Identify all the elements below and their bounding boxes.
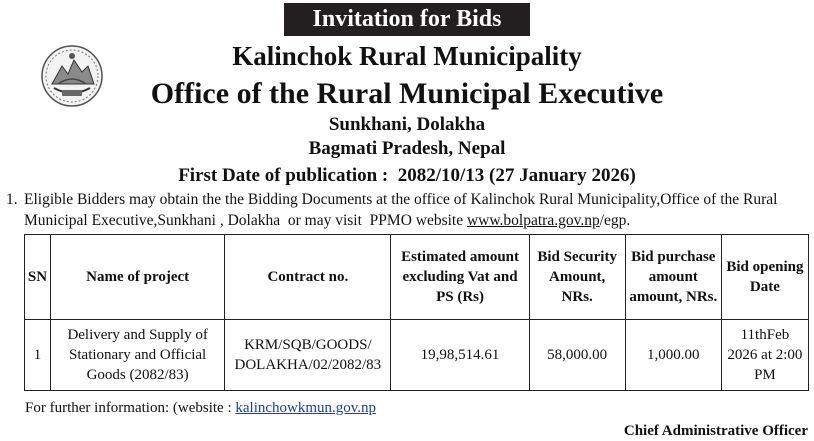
cell-opening: 11thFeb 2026 at 2:00 PM bbox=[721, 320, 808, 391]
publication-label: First Date of publication : bbox=[178, 165, 389, 186]
eligibility-clause bbox=[6, 189, 812, 231]
municipality-website-link[interactable]: kalinchowkmun.gov.np bbox=[235, 400, 377, 416]
clause-line-2 bbox=[6, 210, 812, 231]
cell-estimate: 19,98,514.61 bbox=[391, 320, 529, 391]
header-purchase: Bid purchase amount amount, NRs. bbox=[625, 235, 721, 320]
clause-line-1: Eligible Bidders may obtain the the Bidding Documents at the office of Kalinchok Rural Municipality,Office of the Rural bbox=[24, 191, 778, 208]
address-line-1: Sunkhani, Dolakha bbox=[328, 114, 486, 135]
table-row bbox=[25, 320, 809, 391]
header-contract: Contract no. bbox=[225, 235, 391, 320]
address-line-2: Bagmati Pradesh, Nepal bbox=[308, 138, 506, 159]
municipality-title: Kalinchok Rural Municipality bbox=[232, 41, 582, 71]
table-header-row bbox=[25, 235, 809, 320]
header-sn: SN bbox=[25, 235, 51, 320]
invitation-banner: Invitation for Bids bbox=[284, 3, 530, 36]
further-info-label: For further information: (website : bbox=[25, 400, 236, 416]
ppmo-website-link[interactable]: www.bolpatra.gov.np bbox=[466, 212, 600, 229]
cell-contract: KRM/SQB/GOODS/ DOLAKHA/02/2082/83 bbox=[225, 320, 391, 391]
publication-date-value: 2082/10/13 (27 January 2026) bbox=[397, 165, 636, 186]
header-security: Bid Security Amount, NRs. bbox=[529, 235, 625, 320]
clause-line-2-prefix: Municipal Executive,Sunkhani , Dolakha or may visit PPMO website bbox=[24, 212, 467, 229]
cell-project: Delivery and Supply of Stationary and Official Goods (2082/83) bbox=[51, 320, 225, 391]
clause-line-2-suffix: /egp. bbox=[599, 212, 631, 229]
header-opening: Bid opening Date bbox=[721, 235, 808, 320]
clause-number: 1. bbox=[6, 191, 18, 208]
header-project: Name of project bbox=[51, 235, 225, 320]
cell-security: 58,000.00 bbox=[529, 320, 625, 391]
publication-date bbox=[0, 164, 814, 188]
cell-sn: 1 bbox=[25, 320, 51, 391]
bids-table bbox=[24, 234, 809, 391]
further-information bbox=[25, 398, 376, 418]
signatory: Chief Administrative Officer bbox=[623, 423, 808, 439]
office-title: Office of the Rural Municipal Executive bbox=[150, 77, 664, 110]
cell-purchase: 1,000.00 bbox=[625, 320, 721, 391]
header-estimate: Estimated amount excluding Vat and PS (Rs) bbox=[391, 235, 529, 320]
